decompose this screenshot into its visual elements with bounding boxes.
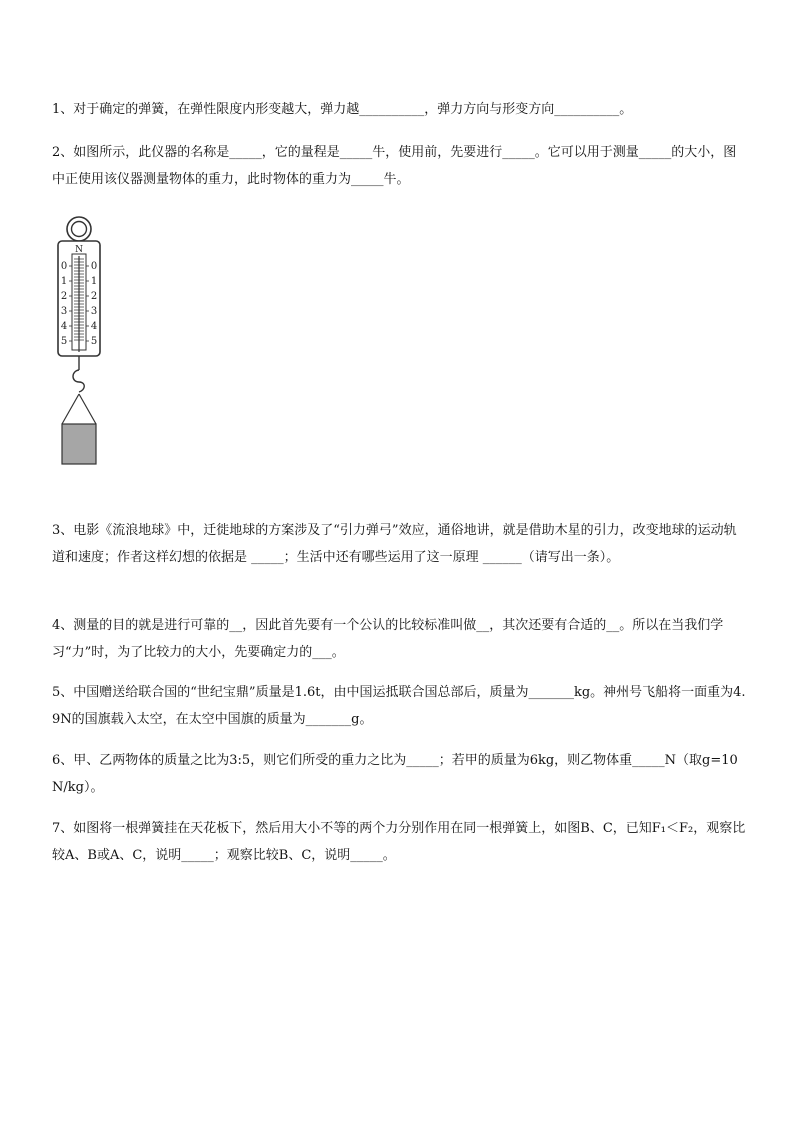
question-2: 2、如图所示，此仪器的名称是_____，它的量程是_____牛，使用前，先要进行_____。它可以用于测量_____的大小，图中正使用该仪器测量物体的重力，此时物体的重力为_____牛。 [52,145,737,187]
scale-right-1: 1 [90,276,98,287]
scale-left-2: 2 [60,291,68,302]
weight-straps [62,394,96,424]
scale-right-4: 4 [90,321,98,332]
question-7: 7、如图将一根弹簧挂在天花板下，然后用大小不等的两个力分别作用在同一根弹簧上，如图B、C，已知F₁＜F₂，观察比较A、B或A、C，说明_____；观察比较B、C，说明_____。 [52,821,746,863]
scale-left-0: 0 [60,261,68,272]
question-5: 5、中国赠送给联合国的“世纪宝鼎”质量是1.6t，由中国运抵联合国总部后，质量为_______kg。神州号飞船将一面重为4.9N的国旗载入太空，在太空中国旗的质量为_______g。 [52,685,746,727]
spring-scale-figure [52,212,112,472]
scale-left-5: 5 [60,336,68,347]
scale-left-4: 4 [60,321,68,332]
question-6: 6、甲、乙两物体的质量之比为3:5，则它们所受的重力之比为_____；若甲的质量为6kg，则乙物体重_____N（取g=10N/kg）。 [52,753,738,795]
scale-right-3: 3 [90,306,98,317]
hook-icon [73,370,84,392]
question-3: 3、电影《流浪地球》中，迁徙地球的方案涉及了“引力弹弓”效应，通俗地讲，就是借助木星的引力，改变地球的运动轨道和速度；作者这样幻想的依据是 _____；生活中还有哪些运用了这一原理 ______（请写出一条）。 [52,523,737,565]
scale-right-2: 2 [90,291,98,302]
question-4: 4、测量的目的就是进行可靠的__，因此首先要有一个公认的比较标准叫做__，其次还要有合适的__。所以在当我们学习“力”时，为了比较力的大小，先要确定力的___。 [52,618,724,660]
top-ring [67,217,91,241]
question-1: 1、对于确定的弹簧，在弹性限度内形变越大，弹力越__________，弹力方向与形变方向__________。 [52,102,633,117]
weight-block [62,424,96,464]
scale-right-5: 5 [90,336,98,347]
top-ring-inner [72,222,87,237]
scale-left-3: 3 [60,306,68,317]
scale-right-0: 0 [90,261,98,272]
scale-left-1: 1 [60,276,68,287]
unit-label: N [75,245,83,255]
